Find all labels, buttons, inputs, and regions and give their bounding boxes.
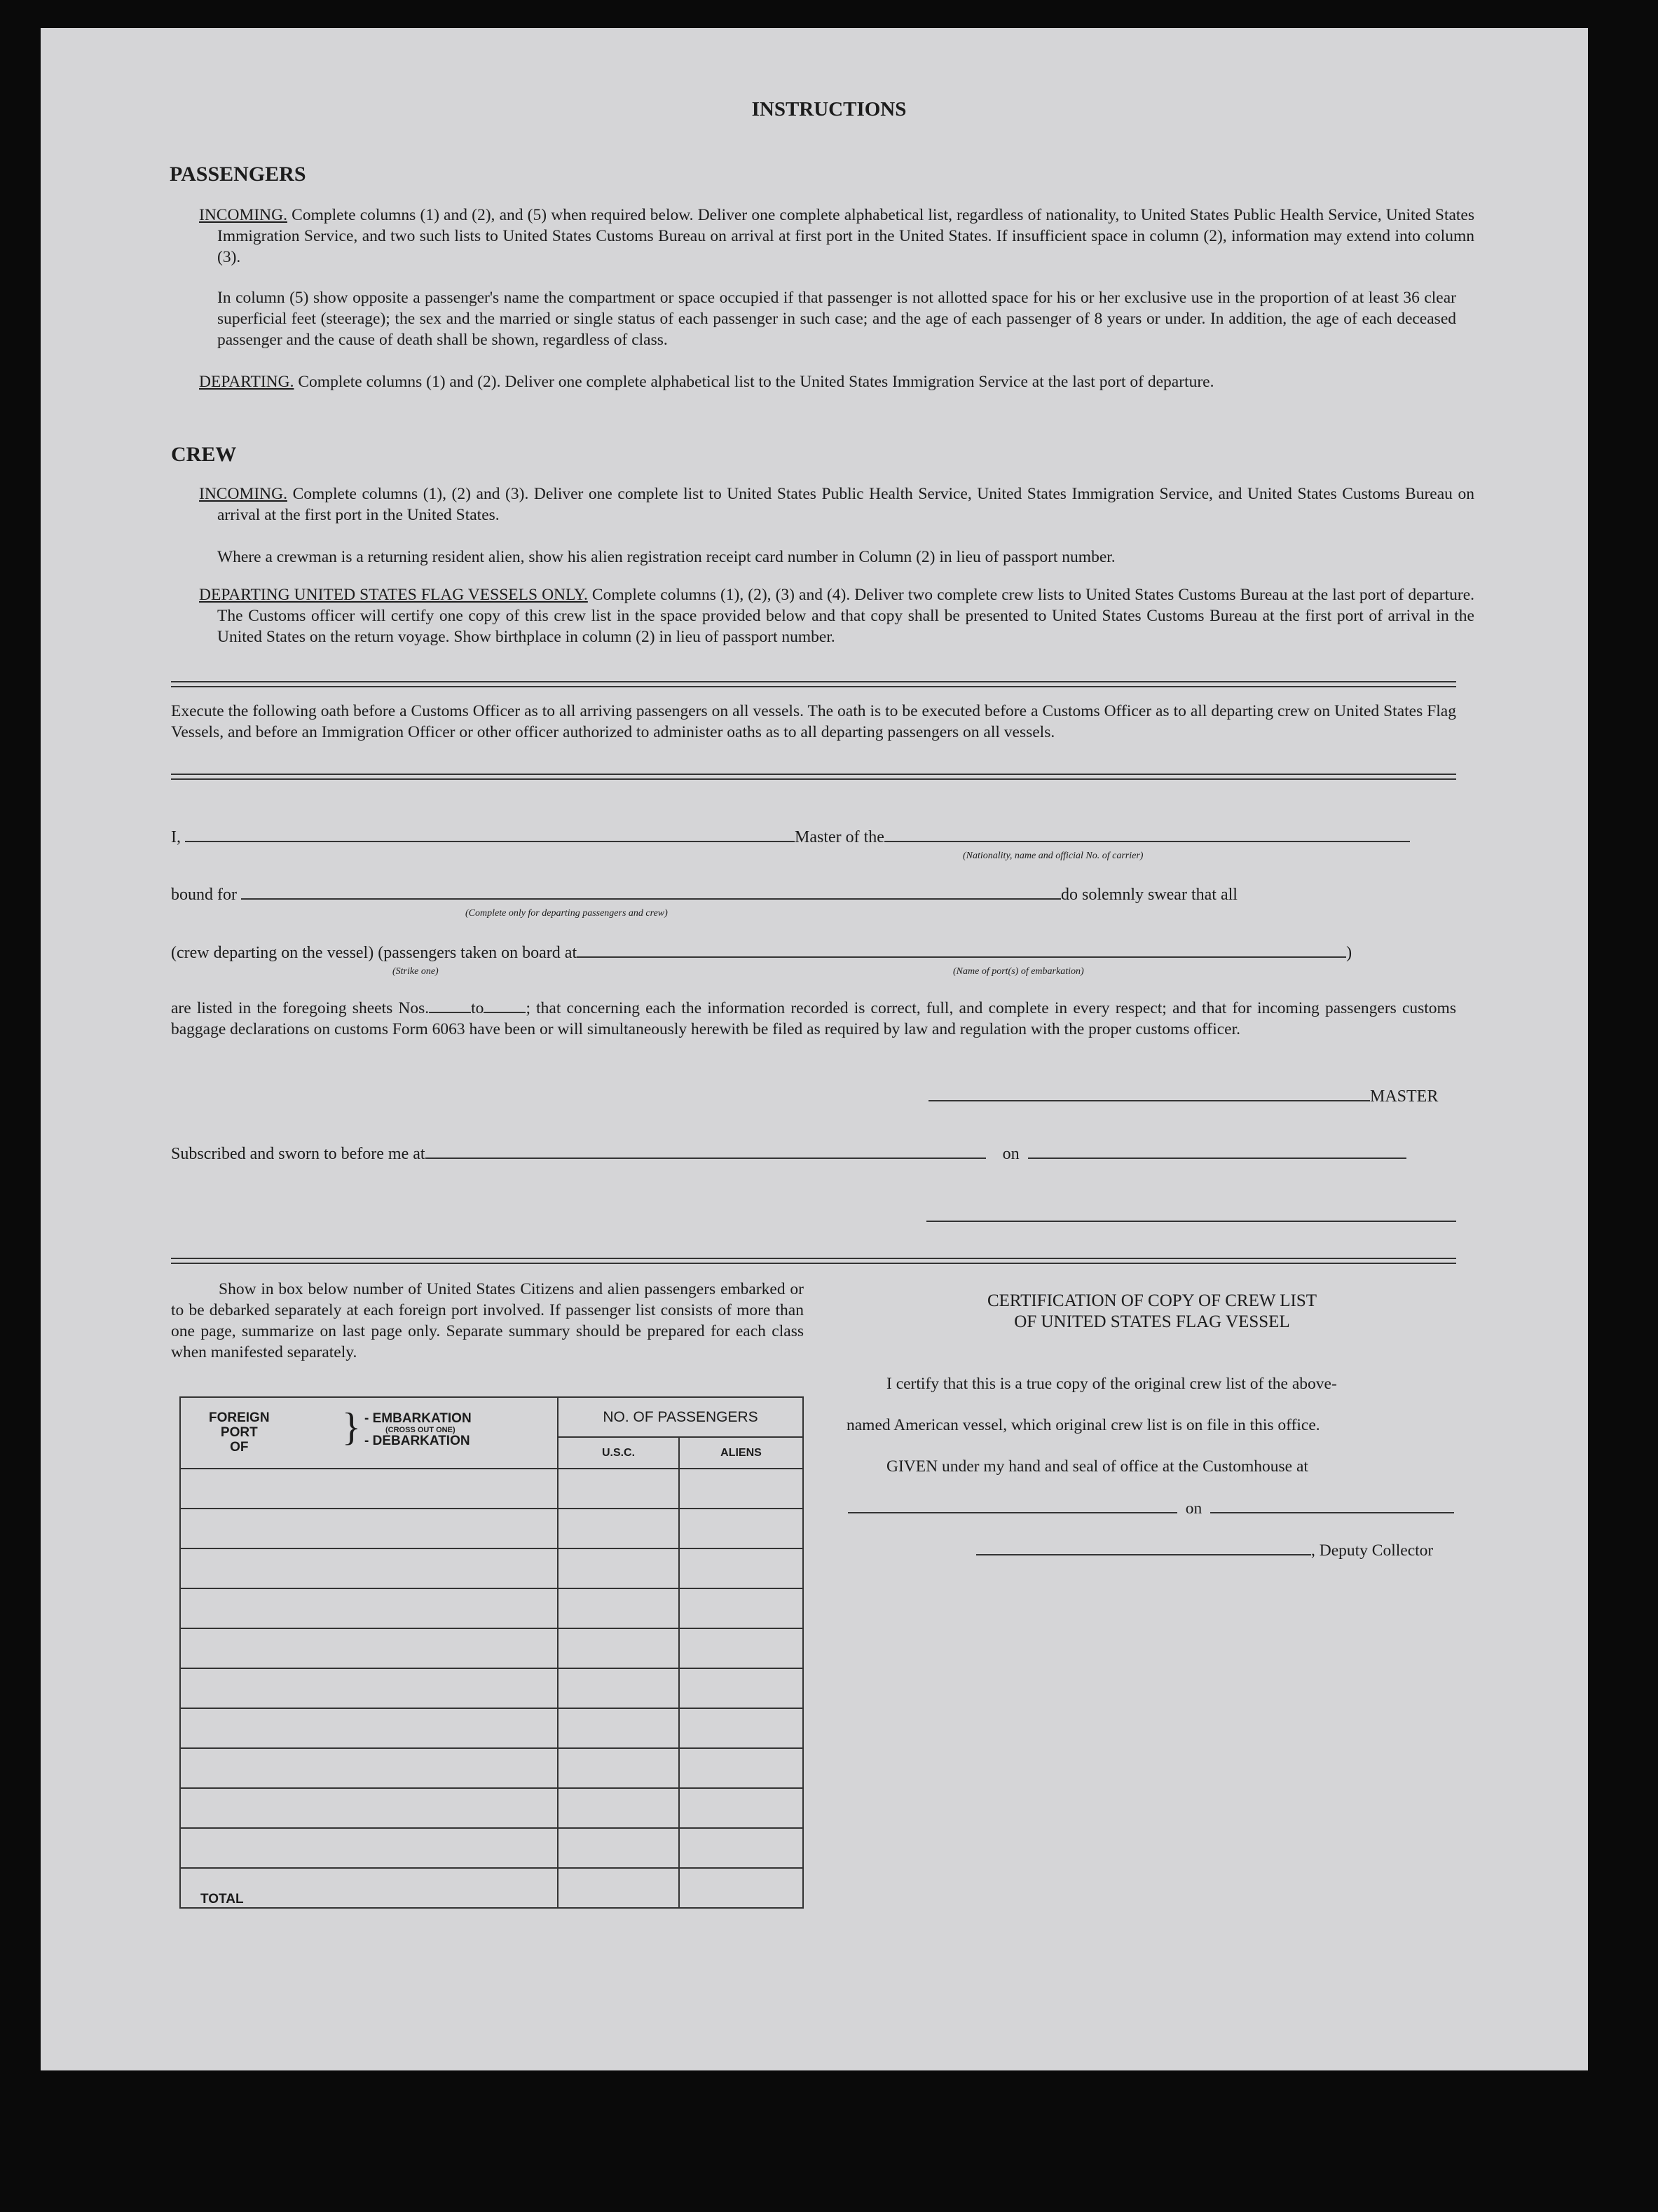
usc-cell[interactable] (558, 1828, 679, 1868)
on-label: on (1185, 1499, 1203, 1518)
certify-date-field[interactable] (1210, 1512, 1454, 1513)
usc-cell[interactable] (558, 1668, 679, 1708)
debarkation-label: - DEBARKATION (364, 1434, 470, 1448)
passengers-incoming (199, 205, 1474, 268)
aliens-cell[interactable] (679, 1588, 803, 1628)
certify-line-1: I certify that this is a true copy of the original crew list of the above- (886, 1375, 1337, 1393)
port-cell[interactable] (180, 1708, 558, 1748)
usc-cell[interactable] (558, 1748, 679, 1788)
deputy-label: , Deputy Collector (1311, 1541, 1434, 1560)
divider (171, 1258, 1456, 1264)
usc-cell[interactable] (558, 1469, 679, 1509)
port-cell[interactable] (180, 1469, 558, 1509)
aliens-cell[interactable] (679, 1548, 803, 1588)
bound-for-label: bound for (171, 886, 237, 904)
aliens-cell[interactable] (679, 1828, 803, 1868)
port-header (180, 1397, 558, 1469)
subscribed-label: Subscribed and sworn to before me at (171, 1145, 425, 1163)
embarkation-label: - EMBARKATION (364, 1411, 472, 1426)
master-signature-field[interactable] (929, 1100, 1370, 1101)
certify-line-2: named American vessel, which original crew list is on file in this office. (847, 1416, 1320, 1434)
table-row (180, 1708, 803, 1748)
master-name-field[interactable] (185, 841, 795, 842)
on-label: on (1002, 1145, 1020, 1163)
table-row (180, 1548, 803, 1588)
sworn-place-field[interactable] (425, 1157, 986, 1159)
deputy-signature-field[interactable] (976, 1554, 1311, 1555)
aliens-header: ALIENS (679, 1437, 803, 1469)
port-cell[interactable] (180, 1748, 558, 1788)
departing-text: Complete columns (1) and (2). Deliver one complete alphabetical list to the United States Immigration Service at the last port of departure. (298, 373, 1214, 391)
carrier-caption: (Nationality, name and official No. of carrier) (963, 851, 1144, 861)
swear-label: do solemnly swear that all (1060, 886, 1238, 904)
strike-caption: (Strike one) (392, 966, 439, 977)
aliens-cell[interactable] (679, 1509, 803, 1548)
certification-title-line: CERTIFICATION OF COPY OF CREW LIST (987, 1291, 1317, 1310)
port-cell[interactable] (180, 1509, 558, 1548)
master-label: MASTER (1370, 1087, 1439, 1106)
port-cell[interactable] (180, 1588, 558, 1628)
incoming-label: INCOMING. (199, 206, 287, 224)
bound-caption: (Complete only for departing passengers and crew) (465, 908, 668, 919)
brace-icon: } (342, 1406, 361, 1449)
crew-departing-text: Complete columns (1), (2), (3) and (4). Deliver two complete crew lists to United States Customs Bureau at the last port of departure. The Customs officer will certify one copy of this crew list in the space provided below and that copy shall be presented to United States Customs Bureau at the first port of arrival in the United States on the return voyage. Show birthplace in column (2) in lieu of passport number. (217, 586, 1474, 646)
aliens-cell[interactable] (679, 1748, 803, 1788)
aliens-cell[interactable] (679, 1668, 803, 1708)
oath-line-bound (171, 886, 1456, 919)
crew-resident-alien: Where a crewman is a returning resident alien, show his alien registration receipt card number in Column (2) in lieu of passport number. (217, 548, 1116, 566)
sworn-date-field[interactable] (1028, 1157, 1406, 1159)
port-cell[interactable] (180, 1788, 558, 1828)
passengers-column5: In column (5) show opposite a passenger's name the compartment or space occupied if that passenger is not allotted space for his or her exclusive use in the proportion of at least 36 clear superficial feet (steerage); the sex and the married or single status of each passenger in such case; and the age of each passenger of 8 years or under. In addition, the age of each deceased passenger and the cause of death shall be shown, regardless of class. (217, 289, 1456, 349)
incoming-text: Complete columns (1) and (2), and (5) when required below. Deliver one complete alphabetical list, regardless of nationality, to United States Public Health Service, United States Immigration Service, and two such lists to United States Customs Bureau on arrival at first port in the United States. If insufficient space in column (2), information may extend into column (3). (217, 206, 1475, 266)
embark-options (364, 1412, 472, 1448)
crew-departing-label: DEPARTING UNITED STATES FLAG VESSELS ONLY. (199, 586, 588, 604)
oath-listed (171, 998, 1456, 1040)
listed-to: to (471, 999, 484, 1017)
certification-title (847, 1291, 1458, 1333)
table-row (180, 1509, 803, 1548)
listed-text: ; that concerning each the information recorded is correct, full, and complete in every respect; and that for incoming passengers customs baggage declarations on customs Form 6063 have been or will simultaneously herewith be filed as required by law and regulation with the proper customs officer. (171, 999, 1456, 1038)
aliens-cell[interactable] (679, 1628, 803, 1668)
port-cell[interactable] (180, 1628, 558, 1668)
aliens-cell[interactable] (679, 1708, 803, 1748)
total-usc-cell[interactable] (558, 1868, 679, 1908)
departing-label: DEPARTING. (199, 373, 294, 391)
crew-departing-option: (crew departing on the vessel) (171, 944, 374, 962)
sheet-from-field[interactable] (429, 1012, 471, 1013)
usc-cell[interactable] (558, 1628, 679, 1668)
passengers-heading: PASSENGERS (170, 163, 306, 186)
oath-line-master (171, 828, 1456, 861)
listed-label: are listed in the foregoing sheets Nos. (171, 999, 430, 1017)
usc-header: U.S.C. (558, 1437, 679, 1469)
passenger-summary-table (179, 1396, 804, 1909)
sheet-to-field[interactable] (484, 1012, 526, 1013)
usc-cell[interactable] (558, 1708, 679, 1748)
master-signature (929, 1087, 1438, 1106)
port-label (209, 1410, 270, 1455)
summary-instructions: Show in box below number of United States Citizens and alien passengers embarked or to be debarked separately at each foreign port involved. If passenger list consists of more than one page, summarize on last page only. Separate summary should be prepared for each class when manifested separately. (171, 1280, 804, 1361)
usc-cell[interactable] (558, 1588, 679, 1628)
total-aliens-cell[interactable] (679, 1868, 803, 1908)
total-row (180, 1868, 803, 1908)
table-row (180, 1628, 803, 1668)
port-cell[interactable] (180, 1548, 558, 1588)
carrier-field[interactable] (884, 841, 1410, 842)
crew-incoming (199, 483, 1474, 525)
customhouse-field[interactable] (848, 1512, 1177, 1513)
passengers-departing (199, 371, 1474, 392)
port-label-line: PORT (220, 1425, 258, 1440)
table-row (180, 1748, 803, 1788)
table-row (180, 1788, 803, 1828)
port-label-line: OF (230, 1440, 249, 1455)
total-label: TOTAL (180, 1868, 558, 1908)
oath-i: I, (171, 828, 181, 846)
certification-title-line: OF UNITED STATES FLAG VESSEL (1014, 1312, 1290, 1331)
port-caption: (Name of port(s) of embarkation) (953, 966, 1084, 977)
subscribed-line (171, 1145, 1406, 1164)
usc-cell[interactable] (558, 1788, 679, 1828)
passengers-taken-option: (passengers taken on board at (378, 944, 577, 962)
close-paren: ) (1346, 944, 1352, 962)
aliens-cell[interactable] (679, 1469, 803, 1509)
bound-for-field[interactable] (241, 898, 1061, 900)
officer-signature-field[interactable] (926, 1221, 1456, 1222)
port-label-line: FOREIGN (209, 1410, 270, 1425)
crew-incoming-label: INCOMING. (199, 485, 287, 503)
customhouse-line (848, 1499, 1454, 1518)
cross-out-label: (CROSS OUT ONE) (385, 1426, 455, 1434)
table-row (180, 1828, 803, 1868)
crew-incoming-text: Complete columns (1), (2) and (3). Deliver one complete list to United States Public Health Service, United States Immigration Service, and United States Customs Bureau on arrival at the first port in the United States. (217, 485, 1474, 524)
port-cell[interactable] (180, 1828, 558, 1868)
master-of-label: Master of the (795, 828, 884, 846)
usc-cell[interactable] (558, 1548, 679, 1588)
page-title: INSTRUCTIONS (751, 98, 907, 121)
usc-cell[interactable] (558, 1509, 679, 1548)
table-row (180, 1588, 803, 1628)
table-row (180, 1668, 803, 1708)
crew-heading: CREW (171, 443, 237, 466)
certify-line-3: GIVEN under my hand and seal of office at the Customhouse at (886, 1457, 1308, 1476)
deputy-line (976, 1541, 1433, 1560)
divider (171, 774, 1456, 780)
port-cell[interactable] (180, 1668, 558, 1708)
divider (171, 681, 1456, 687)
aliens-cell[interactable] (679, 1788, 803, 1828)
embarkation-port-field[interactable] (577, 956, 1346, 958)
oath-line-embark (171, 944, 1456, 977)
table-row (180, 1469, 803, 1509)
crew-departing (199, 584, 1474, 647)
passengers-header: NO. OF PASSENGERS (558, 1397, 803, 1437)
oath-intro: Execute the following oath before a Customs Officer as to all arriving passengers on all vessels. The oath is to be executed before a Customs Officer as to all departing crew on United States Flag Vessels, and before an Immigration Officer or other officer authorized to administer oaths as to all departing passengers on all vessels. (171, 702, 1456, 741)
